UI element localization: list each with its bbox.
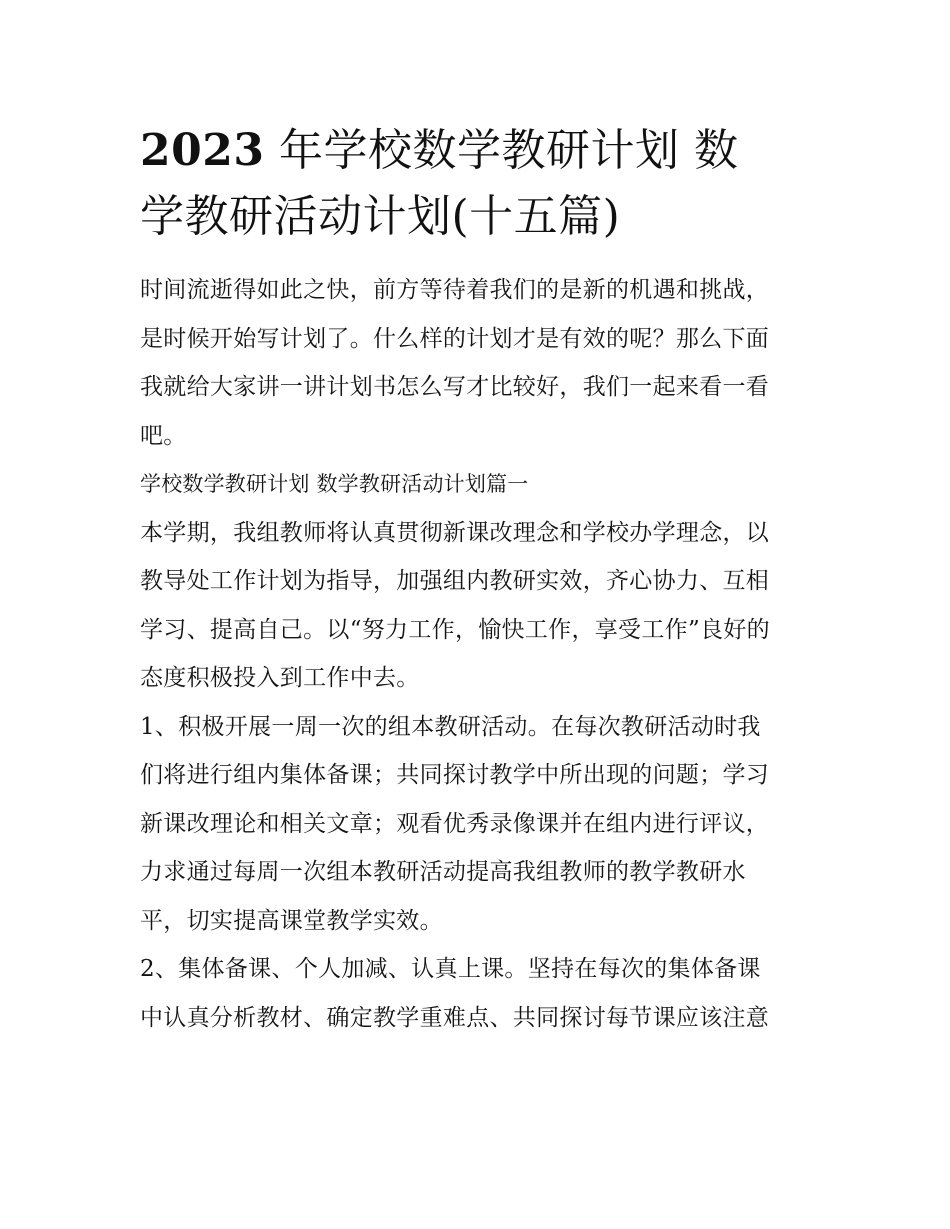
title-line-1: [140, 118, 815, 184]
text-line: 新课改理论和相关文章；观看优秀录像课并在组内进行评议，: [140, 810, 770, 837]
intro-paragraph: [140, 266, 815, 460]
text-line: 我就给大家讲一讲计划书怎么写才比较好，我们一起来看一看: [140, 374, 770, 400]
text-line: 教导处工作计划为指导，加强组内教研实效，齐心协力、互相: [140, 568, 770, 594]
text-line: 时间流逝得如此之快，前方等待着我们的是新的机遇和挑战，: [140, 277, 770, 303]
list-item-1: [140, 703, 815, 946]
text-line: 吧。: [140, 422, 187, 449]
text-line: 1、积极开展一周一次的组本教研活动。在每次教研活动时我: [140, 713, 761, 740]
document-title: [140, 118, 815, 250]
text-line: 平，切实提高课堂教学实效。: [140, 907, 443, 934]
title-line-2: 学教研活动计划(十五篇): [140, 191, 621, 242]
title-line-1-text: 年学校数学教研计划 数: [264, 125, 739, 176]
text-line: 2、集体备课、个人加减、认真上课。坚持在每次的集体备课: [140, 956, 761, 982]
text-line: 是时候开始写计划了。什么样的计划才是有效的呢？那么下面: [140, 325, 770, 352]
text-line: 中认真分析教材、确定教学重难点、共同探讨每节课应该注意: [140, 1004, 770, 1031]
text-line: 力求通过每周一次组本教研活动提高我组教师的教学教研水: [140, 859, 746, 885]
text-line: 学习、提高自己。以“努力工作，愉快工作，享受工作”良好的: [140, 616, 770, 643]
text-line: 本学期，我组教师将认真贯彻新课改理念和学校办学理念，以: [140, 519, 770, 546]
document-content: [140, 266, 815, 1042]
title-year: 2023: [140, 125, 265, 176]
section-heading: 学校数学教研计划 数学教研活动计划篇一: [140, 472, 529, 496]
list-item-2: [140, 945, 815, 1042]
text-line: 态度积极投入到工作中去。: [140, 665, 420, 691]
text-line: 们将进行组内集体备课；共同探讨教学中所出现的问题；学习: [140, 762, 770, 788]
document-body: [140, 118, 815, 1042]
paragraph-1: [140, 509, 815, 703]
